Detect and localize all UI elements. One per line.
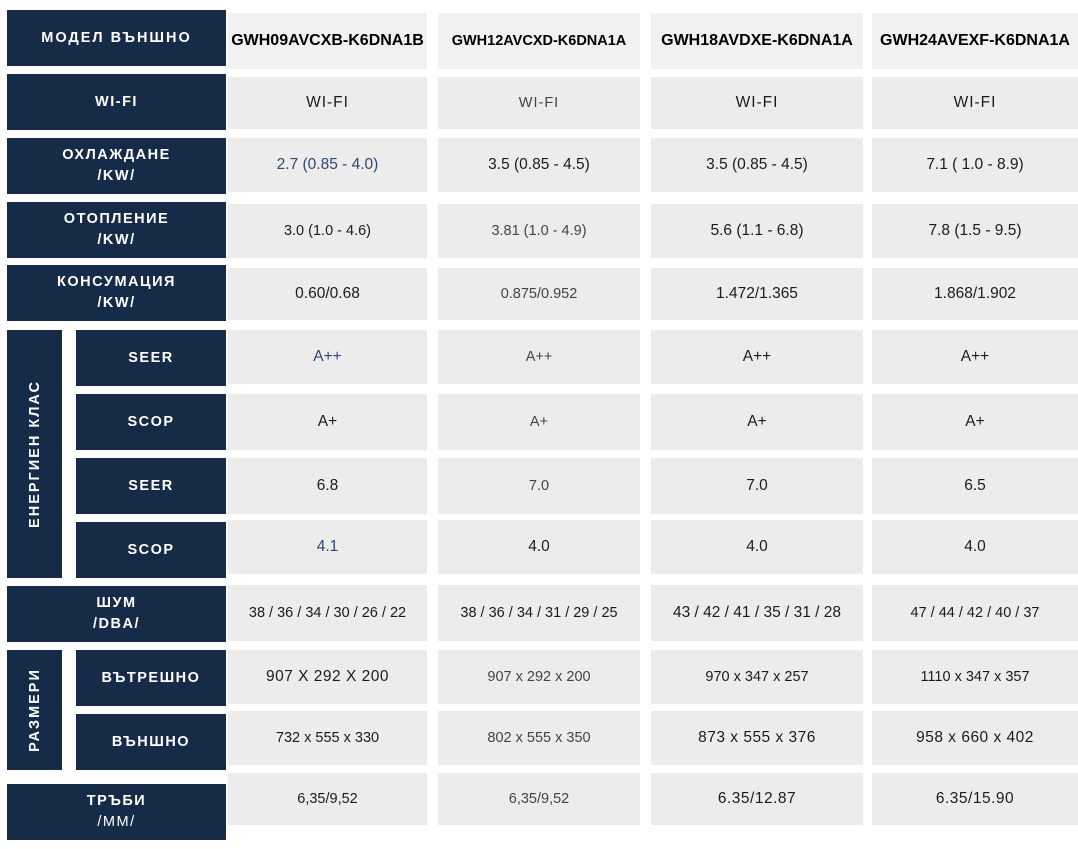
indoor-dims-cell: 907 X 292 X 200 xyxy=(228,650,427,704)
heating-cell: 3.81 (1.0 - 4.9) xyxy=(438,204,640,258)
heating-unit: /KW/ xyxy=(97,232,136,248)
outdoor-dims-cell: 732 x 555 x 330 xyxy=(228,711,427,765)
seer-class-cell: A++ xyxy=(651,330,863,384)
wifi-cell: WI-FI xyxy=(228,77,427,129)
outdoor-label: ВЪНШНО xyxy=(111,733,191,750)
cooling-cell: 7.1 ( 1.0 - 8.9) xyxy=(872,138,1078,192)
noise-cell: 47 / 44 / 42 / 40 / 37 xyxy=(872,585,1078,641)
seer-label: SEER xyxy=(128,477,174,494)
outdoor-dims-cell: 802 x 555 x 350 xyxy=(438,711,640,765)
wifi-cell: WI-FI xyxy=(872,77,1078,129)
cooling-cell: 3.5 (0.85 - 4.5) xyxy=(651,138,863,192)
scop-class-cell: A+ xyxy=(872,394,1078,450)
scop-cell: 4.0 xyxy=(438,520,640,574)
heating-label: ОТОПЛЕНИЕ xyxy=(63,211,170,227)
noise-label: ШУМ xyxy=(96,595,137,611)
cooling-unit: /KW/ xyxy=(97,168,136,184)
seer-cell: 7.0 xyxy=(651,458,863,514)
header-noise xyxy=(7,586,226,642)
heating-cell: 5.6 (1.1 - 6.8) xyxy=(651,204,863,258)
scop-cell: 4.0 xyxy=(651,520,863,574)
header-scop-class xyxy=(76,394,226,450)
header-outdoor xyxy=(76,714,226,770)
header-dimensions xyxy=(7,650,62,770)
header-energy-class xyxy=(7,330,62,578)
outdoor-dims-cell: 873 x 555 x 376 xyxy=(651,711,863,765)
indoor-dims-cell: 1110 x 347 x 357 xyxy=(872,650,1078,704)
model-cell: GWH18AVDXE-K6DNA1A xyxy=(651,13,863,69)
model-cell: GWH12AVCXD-K6DNA1A xyxy=(438,13,640,69)
indoor-label: ВЪТРЕШНО xyxy=(101,669,201,686)
wifi-cell: WI-FI xyxy=(651,77,863,129)
pipes-unit: /MM/ xyxy=(97,814,136,830)
pipes-cell: 6.35/15.90 xyxy=(872,773,1078,825)
seer-class-cell: A++ xyxy=(872,330,1078,384)
noise-cell: 38 / 36 / 34 / 31 / 29 / 25 xyxy=(438,585,640,641)
noise-unit: /DBA/ xyxy=(93,616,140,632)
header-heating xyxy=(7,202,226,258)
header-seer-class xyxy=(76,330,226,386)
scop-class-cell: A+ xyxy=(651,394,863,450)
seer-cell: 6.5 xyxy=(872,458,1078,514)
dimensions-label: РАЗМЕРИ xyxy=(26,668,43,752)
scop-class-cell: A+ xyxy=(228,394,427,450)
model-cell: GWH09AVCXB-K6DNA1B xyxy=(228,13,427,69)
noise-cell: 38 / 36 / 34 / 30 / 26 / 22 xyxy=(228,585,427,641)
consumption-label: КОНСУМАЦИЯ xyxy=(57,274,176,290)
cooling-label: ОХЛАЖДАНЕ xyxy=(62,147,171,163)
pipes-label: ТРЪБИ xyxy=(86,793,147,809)
cooling-cell: 2.7 (0.85 - 4.0) xyxy=(228,138,427,192)
header-pipes xyxy=(7,784,226,840)
seer-cell: 7.0 xyxy=(438,458,640,514)
header-seer xyxy=(76,458,226,514)
cooling-cell: 3.5 (0.85 - 4.5) xyxy=(438,138,640,192)
energy-class-label: ЕНЕРГИЕН КЛАС xyxy=(26,380,43,528)
seer-class-label: SEER xyxy=(128,349,174,366)
heating-cell: 3.0 (1.0 - 4.6) xyxy=(228,204,427,258)
header-model xyxy=(7,10,226,66)
indoor-dims-cell: 970 x 347 x 257 xyxy=(651,650,863,704)
header-cooling xyxy=(7,138,226,194)
seer-cell: 6.8 xyxy=(228,458,427,514)
wifi-label: WI-FI xyxy=(95,93,138,110)
header-scop xyxy=(76,522,226,578)
wifi-cell: WI-FI xyxy=(438,77,640,129)
indoor-dims-cell: 907 x 292 x 200 xyxy=(438,650,640,704)
scop-cell: 4.0 xyxy=(872,520,1078,574)
header-indoor xyxy=(76,650,226,706)
seer-class-cell: A++ xyxy=(438,330,640,384)
heating-cell: 7.8 (1.5 - 9.5) xyxy=(872,204,1078,258)
consumption-cell: 1.868/1.902 xyxy=(872,268,1078,320)
pipes-cell: 6,35/9,52 xyxy=(228,773,427,825)
pipes-cell: 6.35/12.87 xyxy=(651,773,863,825)
seer-class-cell: A++ xyxy=(228,330,427,384)
consumption-cell: 1.472/1.365 xyxy=(651,268,863,320)
scop-label: SCOP xyxy=(127,541,175,558)
scop-cell: 4.1 xyxy=(228,520,427,574)
model-cell: GWH24AVEXF-K6DNA1A xyxy=(872,13,1078,69)
consumption-cell: 0.875/0.952 xyxy=(438,268,640,320)
scop-class-cell: A+ xyxy=(438,394,640,450)
pipes-cell: 6,35/9,52 xyxy=(438,773,640,825)
outdoor-dims-cell: 958 x 660 x 402 xyxy=(872,711,1078,765)
header-wifi xyxy=(7,74,226,130)
header-consumption xyxy=(7,265,226,321)
consumption-unit: /KW/ xyxy=(97,295,136,311)
consumption-cell: 0.60/0.68 xyxy=(228,268,427,320)
model-label: МОДЕЛ ВЪНШНО xyxy=(41,29,192,46)
noise-cell: 43 / 42 / 41 / 35 / 31 / 28 xyxy=(651,585,863,641)
scop-class-label: SCOP xyxy=(127,413,175,430)
